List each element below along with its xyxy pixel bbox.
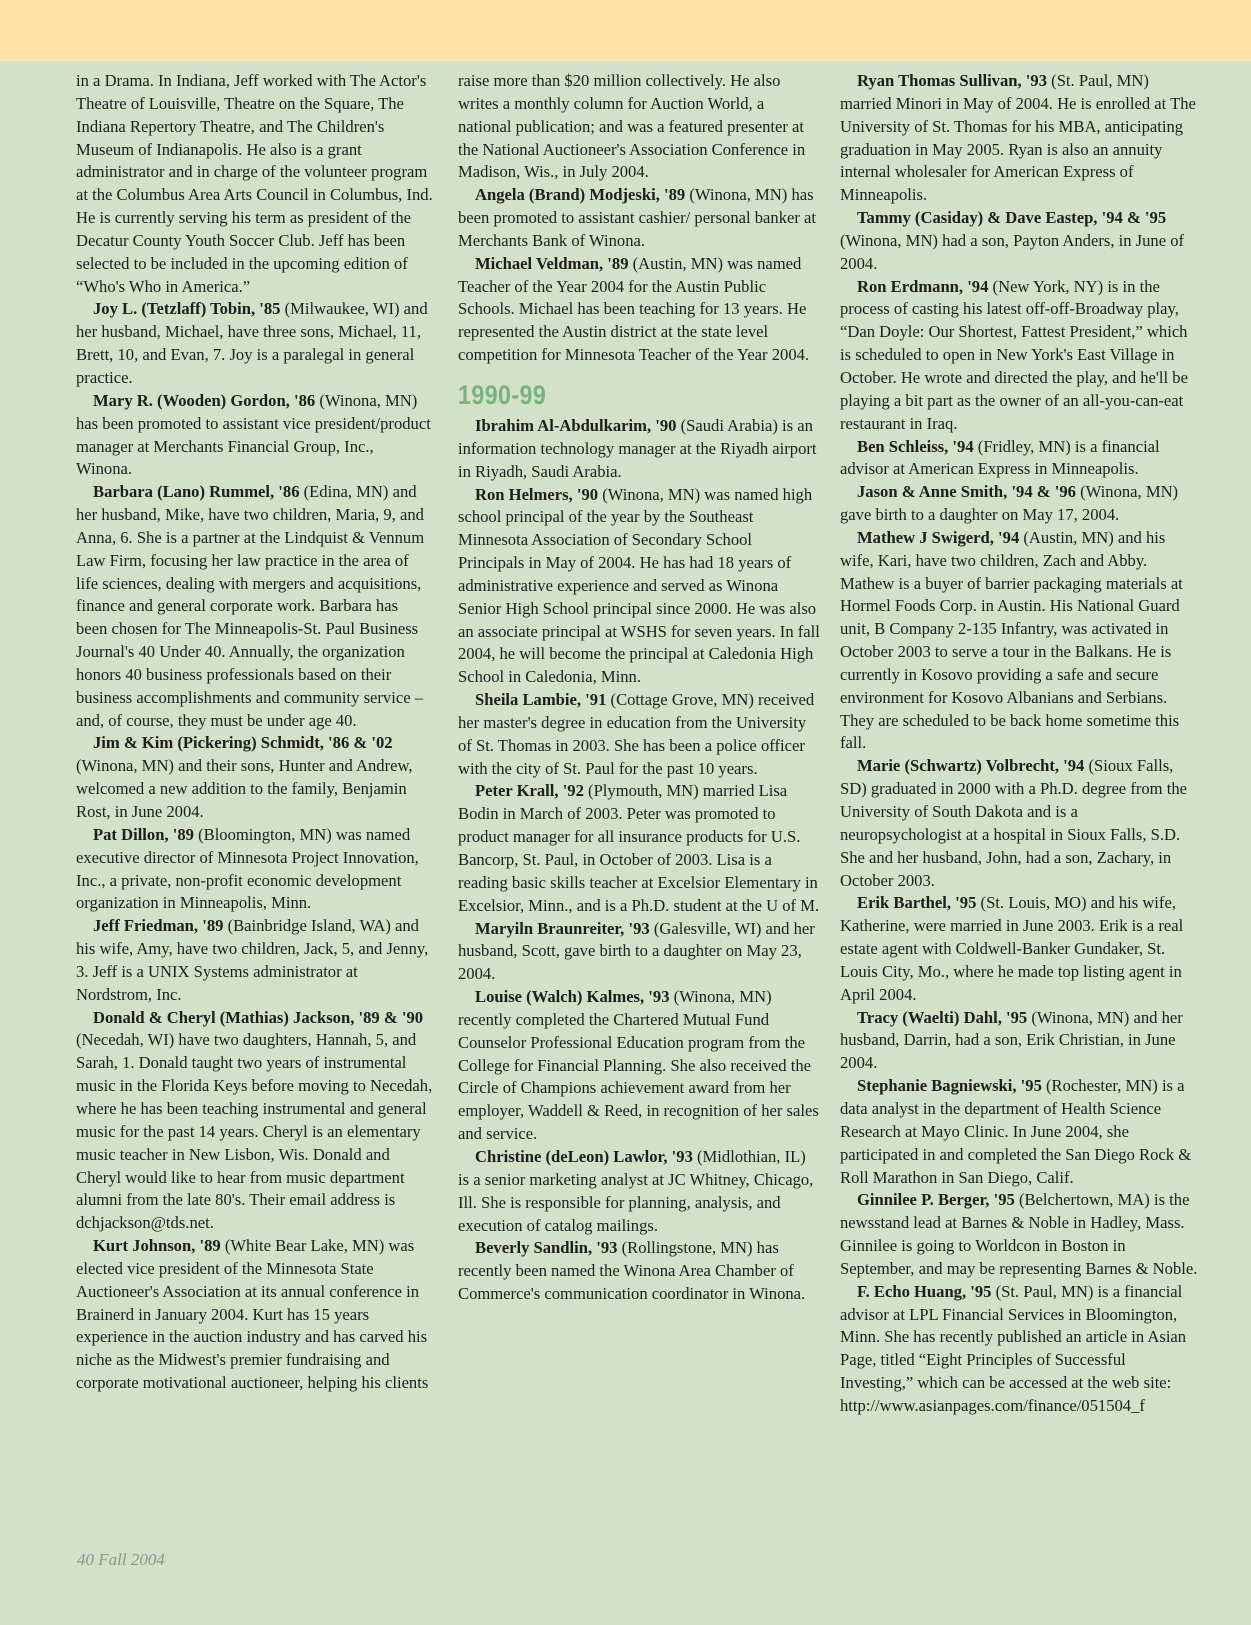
alumni-name: Jason & Anne Smith, '94 & '96 [857, 482, 1076, 502]
alumni-note-text: (Bloomington, MN) was named executive director of Minnesota Project Innovation, Inc., a private, non-profit economic development organization in Minneapolis, Minn. [76, 824, 419, 913]
alumni-note [458, 415, 820, 484]
alumni-note [458, 986, 820, 1146]
alumni-note [458, 689, 820, 780]
alumni-name: Tammy (Casiday) & Dave Eastep, '94 & '95 [857, 208, 1167, 228]
page-folio: 40 Fall 2004 [77, 1550, 165, 1569]
alumni-note [76, 481, 433, 732]
alumni-name: F. Echo Huang, '95 [857, 1281, 992, 1301]
alumni-name: Pat Dillon, '89 [93, 824, 194, 844]
alumni-name: Ginnilee P. Berger, '95 [857, 1190, 1015, 1210]
alumni-note [840, 1075, 1202, 1189]
alumni-note [458, 780, 820, 917]
alumni-note [840, 892, 1202, 1006]
alumni-name: Ibrahim Al-Abdulkarim, '90 [475, 415, 677, 435]
alumni-note [76, 298, 433, 389]
alumni-note-text: (Winona, MN) gave birth to a daughter on May 17, 2004. [840, 482, 1179, 525]
alumni-name: Angela (Brand) Modjeski, '89 [475, 185, 686, 205]
alumni-name: Jeff Friedman, '89 [93, 916, 224, 936]
alumni-name: Michael Veldman, '89 [475, 253, 629, 273]
alumni-name: Maryiln Braunreiter, '93 [475, 918, 650, 938]
alumni-name: Marie (Schwartz) Volbrecht, '94 [857, 756, 1085, 776]
alumni-note-text: (Sioux Falls, SD) graduated in 2000 with a Ph.D. degree from the University of South Dakota and is a neuropsychologist at a hospital in Sioux Falls, S.D. She and her husband, John, had a son, Zachary, in October 2003. [840, 756, 1188, 890]
alumni-note-text: (Galesville, WI) and her husband, Scott, gave birth to a daughter on May 23, 2004. [458, 918, 815, 984]
alumni-note [840, 755, 1202, 892]
alumni-note [458, 184, 820, 253]
alumni-name: Louise (Walch) Kalmes, '93 [475, 987, 670, 1007]
alumni-note-text: (Bainbridge Island, WA) and his wife, Amy, have two children, Jack, 5, and Jenny, 3. Jeff is a UNIX Systems administrator at Nordstrom, Inc. [76, 916, 429, 1004]
alumni-note [458, 1237, 820, 1306]
alumni-name: Mary R. (Wooden) Gordon, '86 [93, 390, 316, 410]
alumni-name: Ron Helmers, '90 [475, 484, 599, 504]
alumni-note [458, 918, 820, 987]
alumni-note-text: (Rochester, MN) is a data analyst in the department of Health Science Research at Mayo Clinic. In June 2004, she participated in and completed the San Diego Rock & Roll Marathon in San Diego, Calif. [840, 1076, 1192, 1187]
alumni-name: Peter Krall, '92 [475, 781, 584, 801]
header-band [0, 0, 1251, 61]
decade-heading: 1990-99 [458, 379, 547, 410]
alumni-name: Erik Barthel, '95 [857, 893, 977, 913]
alumni-name: Sheila Lambie, '91 [475, 690, 607, 710]
alumni-name: Mathew J Swigerd, '94 [857, 527, 1020, 547]
alumni-note-text: (Austin, MN) was named Teacher of the Year 2004 for the Austin Public Schools. Michael has been teaching for 13 years. He represented the Austin district at the state level competition for Minnesota Teacher of the Year 2004. [458, 253, 810, 365]
alumni-note-text: (Milwaukee, WI) and her husband, Michael, have three sons, Michael, 11, Brett, 10, and Evan, 7. Joy is a paralegal in general practice. [76, 299, 428, 387]
alumni-name: Stephanie Bagniewski, '95 [857, 1076, 1042, 1096]
alumni-note [840, 207, 1202, 276]
alumni-name: Christine (deLeon) Lawlor, '93 [475, 1146, 693, 1166]
alumni-note-text: (Saudi Arabia) is an information technology manager at the Riyadh airport in Riyadh, Saudi Arabia. [458, 415, 817, 481]
alumni-note [76, 824, 433, 915]
alumni-name: Joy L. (Tetzlaff) Tobin, '85 [93, 299, 281, 319]
alumni-name: Barbara (Lano) Rummel, '86 [93, 482, 300, 502]
alumni-note-text: raise more than $20 million collectively. He also writes a monthly column for Auction World, a national publication; and was a featured presenter at the National Auctioneer's Association Conference in Madison, Wis., in July 2004. [458, 71, 806, 182]
alumni-note [76, 390, 433, 481]
alumni-note [458, 253, 820, 367]
column-1 [76, 70, 433, 1395]
alumni-note [840, 527, 1202, 755]
alumni-note [76, 1007, 433, 1235]
alumni-note [840, 1189, 1202, 1280]
alumni-note [840, 436, 1202, 482]
alumni-note-text: (Edina, MN) and her husband, Mike, have two children, Maria, 9, and Anna, 6. She is a partner at the Lindquist & Vennum Law Firm, focusing her law practice in the area of life sciences, dealing with mergers and acquisitions, finance and general corporate work. Barbara has been chosen for The Minneapolis-St. Paul Business Journal's 40 Under 40. Annually, the organization honors 40 business professionals based on their business accomplishments and community service – and, of course, they must be under age 40. [76, 482, 425, 730]
alumni-note-text: (Necedah, WI) have two daughters, Hannah, 5, and Sarah, 1. Donald taught two years of instrumental music in the Florida Keys before moving to Necedah, where he has been teaching instrumental and general music for the past 14 years. Cheryl is an elementary music teacher in New Lisbon, Wis. Donald and Cheryl would like to hear from music department alumni from the late 80's. Their email address is dchjackson@tds.net. [76, 1030, 433, 1233]
alumni-note-text: (Winona, MN) has been promoted to assistant vice president/product manager at Merchants Financial Group, Inc., Winona. [76, 390, 431, 479]
alumni-note-text: (Austin, MN) and his wife, Kari, have two children, Zach and Abby. Mathew is a buyer of barrier packaging materials at Hormel Foods Corp. in Austin. His National Guard unit, B Company 2-135 Infantry, was activated in October 2003 to serve a tour in the Balkans. He is currently in Kosovo providing a safe and secure environment for Kosovo Albanians and Serbians. They are scheduled to be back home sometime this fall. [840, 527, 1183, 753]
column-2 [458, 70, 820, 1306]
alumni-note [76, 732, 433, 823]
alumni-note-text: (Winona, MN) and her husband, Darrin, had a son, Erik Christian, in June 2004. [840, 1007, 1183, 1073]
alumni-note-text: (Winona, MN) has been promoted to assistant cashier/ personal banker at Merchants Bank of Winona. [458, 185, 817, 250]
alumni-note-text: (Winona, MN) and their sons, Hunter and Andrew, welcomed a new addition to the family, Benjamin Rost, in June 2004. [76, 756, 413, 821]
alumni-note-text: (Plymouth, MN) married Lisa Bodin in March of 2003. Peter was promoted to product manager for all insurance products for U.S. Bancorp, St. Paul, in October of 2003. Lisa is a reading basic skills teacher at Excelsior Elementary in Excelsior, Minn., and is a Ph.D. student at the U of M. [458, 781, 820, 915]
alumni-note [458, 484, 820, 690]
alumni-note-text: (Fridley, MN) is a financial advisor at American Express in Minneapolis. [840, 436, 1160, 479]
alumni-note-text: (New York, NY) is in the process of casting his latest off-off-Broadway play, “Dan Doyle: Our Shortest, Fattest President,” which is scheduled to open in New York's East Village in October. He wrote and directed the play, and he'll be playing a bit part as the owner of an all-you-can-eat restaurant in Iraq. [840, 276, 1188, 433]
alumni-note [76, 1235, 433, 1395]
alumni-note-text: (Rollingstone, MN) has recently been named the Winona Area Chamber of Commerce's communication coordinator in Winona. [458, 1238, 806, 1304]
column-3 [840, 70, 1202, 1418]
alumni-name: Donald & Cheryl (Mathias) Jackson, '89 & '90 [93, 1007, 424, 1027]
alumni-note-text: (St. Louis, MO) and his wife, Katherine, were married in June 2003. Erik is a real estate agent with Coldwell-Banker Gundaker, St. Louis City, Mo., where he made top listing agent in April 2004. [840, 893, 1184, 1004]
alumni-note-text: (Winona, MN) had a son, Payton Anders, in June of 2004. [840, 230, 1185, 273]
alumni-note-text: (White Bear Lake, MN) was elected vice president of the Minnesota State Auctioneer's Association at its annual conference in Brainerd in January 2004. Kurt has 15 years experience in the auction industry and has carved his niche as the Midwest's premier fundraising and corporate motivational auctioneer, helping his clients [76, 1236, 429, 1393]
alumni-note [76, 915, 433, 1006]
alumni-note [840, 276, 1202, 436]
alumni-note [840, 481, 1202, 527]
alumni-name: Ron Erdmann, '94 [857, 276, 989, 296]
alumni-note [840, 1281, 1202, 1418]
alumni-name: Ryan Thomas Sullivan, '93 [857, 71, 1048, 90]
alumni-note [76, 70, 433, 298]
alumni-note-text: (Cottage Grove, MN) received her master's degree in education from the University of St. Thomas in 2003. She has been a police officer with the city of St. Paul for the past 10 years. [458, 690, 815, 778]
alumni-name: Tracy (Waelti) Dahl, '95 [857, 1007, 1028, 1027]
alumni-note-text: (Belchertown, MA) is the newsstand lead at Barnes & Noble in Hadley, Mass. Ginnilee is going to Worldcon in Boston in September, and may be representing Barnes & Noble. [840, 1190, 1198, 1278]
alumni-note [458, 70, 820, 184]
alumni-note [458, 1146, 820, 1237]
alumni-note-text: (Winona, MN) was named high school principal of the year by the Southeast Minnesota Association of Secondary School Principals in May of 2004. He has had 18 years of administrative experience and served as Winona Senior High School principal since 2000. He was also an associate principal at WSHS for seven years. In fall 2004, he will become the principal at Caledonia High School in Caledonia, Minn. [458, 484, 820, 687]
alumni-note-text: (Midlothian, IL) is a senior marketing analyst at JC Whitney, Chicago, Ill. She is responsible for planning, analysis, and execution of catalog mailings. [458, 1146, 814, 1235]
alumni-note-text: (Winona, MN) recently completed the Chartered Mutual Fund Counselor Professional Education program from the College for Financial Planning. She also received the Circle of Champions achievement award from her employer, Waddell & Reed, in recognition of her sales and service. [458, 987, 819, 1144]
alumni-name: Jim & Kim (Pickering) Schmidt, '86 & '02 [93, 733, 393, 753]
alumni-note-text: (St. Paul, MN) married Minori in May of 2004. He is enrolled at The University of St. Thomas for his MBA, anticipating graduation in May 2005. Ryan is also an annuity internal wholesaler for American Express of Minneapolis. [840, 71, 1196, 205]
alumni-name: Beverly Sandlin, '93 [475, 1238, 618, 1258]
alumni-note [840, 1007, 1202, 1076]
alumni-note [840, 70, 1202, 207]
alumni-note-text: (St. Paul, MN) is a financial advisor at LPL Financial Services in Bloomington, Minn. She has recently published an article in Asian Page, titled “Eight Principles of Successful Investing,” which can be accessed at the web site: http://www.asianpages.com/finance/051504_f [840, 1281, 1187, 1415]
alumni-note-text: in a Drama. In Indiana, Jeff worked with The Actor's Theatre of Louisville, Theatre on the Square, The Indiana Repertory Theatre, and The Children's Museum of Indianapolis. He also is a grant administrator and in charge of the volunteer program at the Columbus Area Arts Council in Columbus, Ind. He is currently serving his term as president of the Decatur County Youth Soccer Club. Jeff has been selected to be included in the upcoming edition of “Who's Who in America.” [76, 71, 433, 296]
alumni-name: Kurt Johnson, '89 [93, 1236, 221, 1256]
alumni-name: Ben Schleiss, '94 [857, 436, 974, 456]
